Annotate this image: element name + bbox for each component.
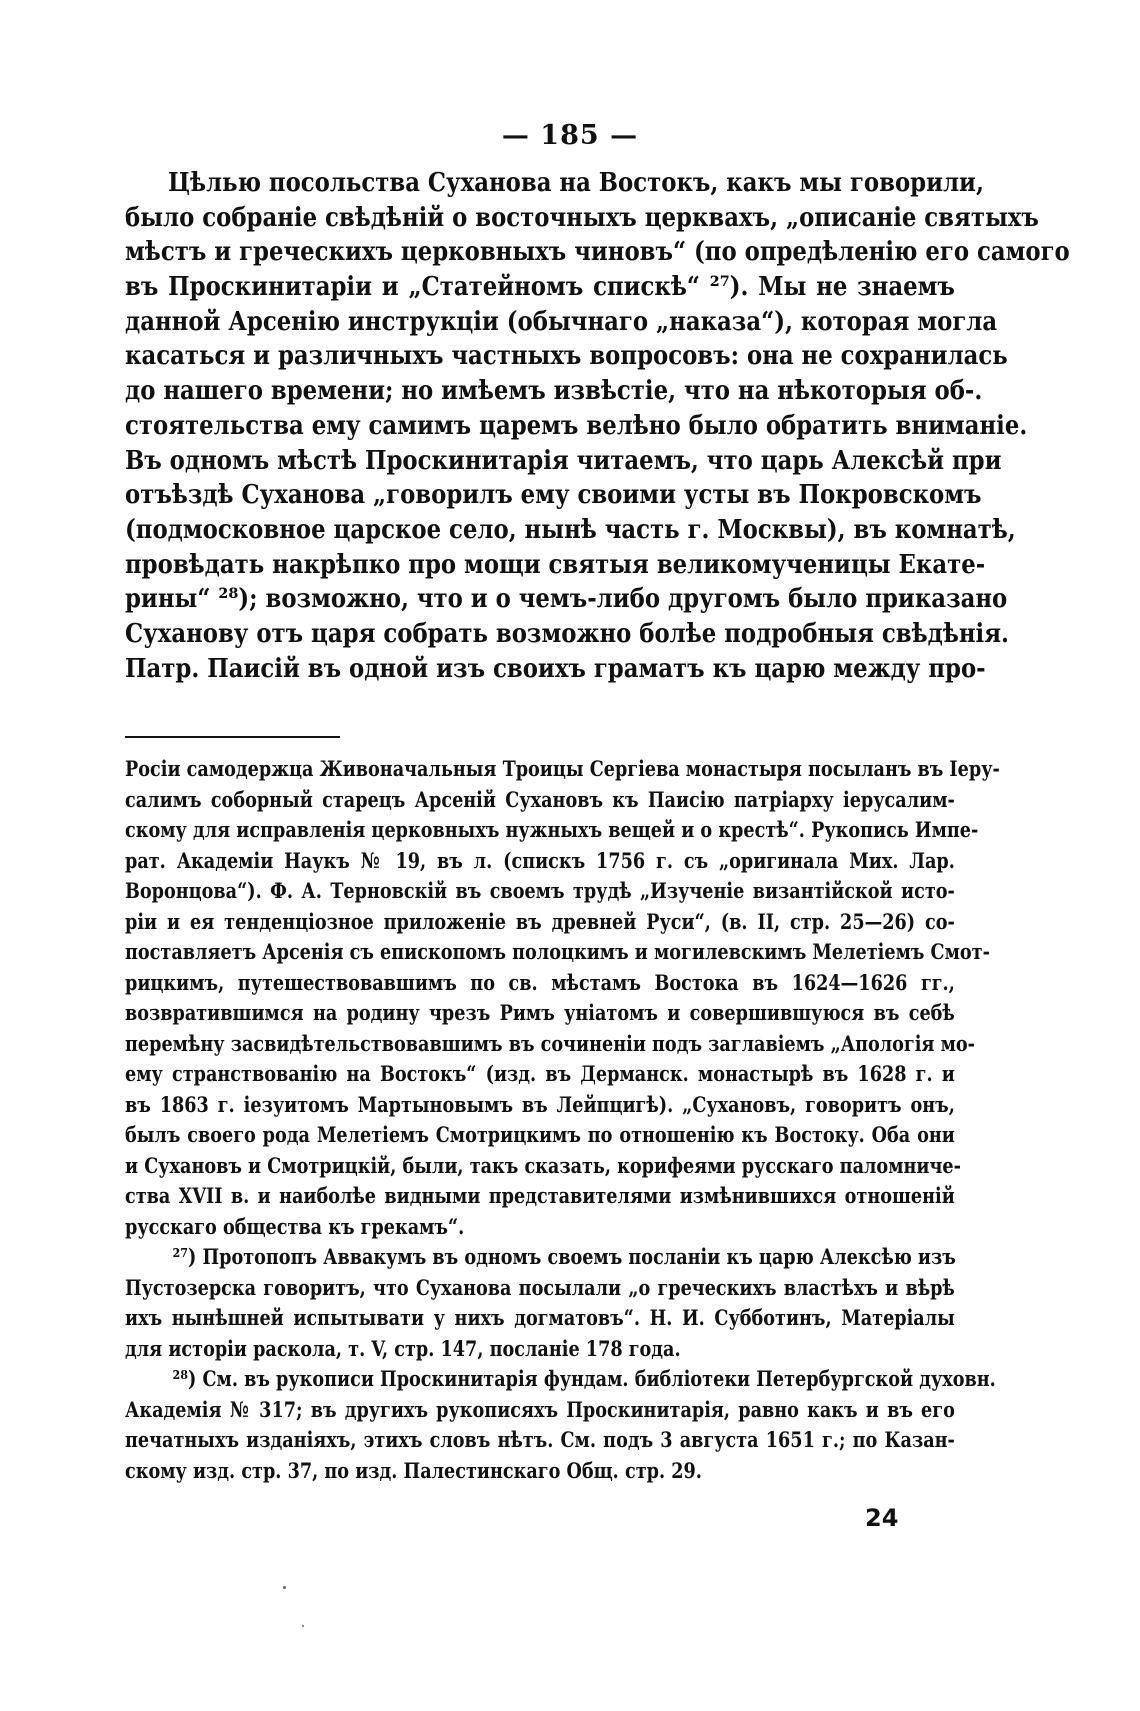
paper-speck <box>283 1586 286 1589</box>
footnote-line: и Сухановъ и Смотрицкій, были, такъ сказать, корифеями русскаго паломниче- <box>125 1153 961 1179</box>
footnote-27-line: для исторіи раскола, т. V, стр. 147, посланіе 178 года. <box>125 1336 681 1362</box>
footnote-27-line: ²⁷) Протопопъ Аввакумъ въ одномъ своемъ посланіи къ царю Алексѣю изъ <box>172 1245 956 1270</box>
main-line: Патр. Паисій въ одной изъ своихъ граматъ къ царю между про- <box>125 652 986 684</box>
footnote-28-line: скому изд. стр. 37, по изд. Палестинскаго Общ. стр. 29. <box>125 1458 702 1484</box>
footnote-line: салимъ соборный старецъ Арсеній Сухановъ къ Паисію патріарху іерусалим- <box>125 787 955 813</box>
footnote-line: былъ своего рода Мелетіемъ Смотрицкимъ по отношенію къ Востоку. Оба они <box>125 1123 955 1148</box>
footnote-separator <box>125 736 340 738</box>
main-line: рины“ ²⁸); возможно, что и о чемъ-либо другомъ было приказано <box>125 583 1008 615</box>
main-line: (подмосковное царское село, нынѣ часть г. Москвы), въ комнатѣ, <box>125 513 1016 545</box>
main-line: стоятельства ему самимъ царемъ велѣно было обратить вниманіе. <box>125 409 1028 441</box>
main-line: Въ одномъ мѣстѣ Проскинитарія читаемъ, что царь Алексѣй при <box>125 444 1002 476</box>
main-line: отъѣздѣ Суханова „говорилъ ему своими усты въ Покровскомъ <box>125 479 982 511</box>
footnote-line: рат. Академіи Наукъ № 19, въ л. (спискъ 1756 г. съ „оригинала Мих. Лар. <box>125 848 955 874</box>
footnote-line: ріи и ея тенденціозное приложеніе въ древней Руси“, (в. II, стр. 25—26) со- <box>125 909 955 935</box>
footnote-line: ему странствованію на Востокъ“ (изд. въ Дерманск. монастырѣ въ 1628 г. и <box>125 1062 955 1087</box>
main-line: въ Проскинитаріи и „Статейномъ спискѣ“ ²⁷). Мы не знаемъ <box>125 271 955 303</box>
main-line: мѣстъ и греческихъ церковныхъ чиновъ“ (по опредѣленію его самого <box>125 236 1070 268</box>
footnote-line: скому для исправленія церковныхъ нужныхъ вещей и о крестѣ“. Рукопись Импе- <box>125 818 979 843</box>
footnote-27-line: Пустозерска говоритъ, что Суханова посылали „о греческихъ властѣхъ и вѣрѣ <box>125 1275 955 1301</box>
footnote-28-line: Академія № 317; въ другихъ рукописяхъ Проскинитарія, равно какъ и въ его <box>125 1397 955 1423</box>
main-line: Суханову отъ царя собрать возможно болѣе подробныя свѣдѣнія. <box>125 617 1009 649</box>
footnote-line: русскаго общества къ грекамъ“. <box>125 1214 465 1240</box>
main-line: касаться и различныхъ частныхъ вопросовъ: она не сохранилась <box>125 340 1008 372</box>
footnote-line: поставляетъ Арсенія съ епископомъ полоцкимъ и могилевскимъ Мелетіемъ Смот- <box>125 940 990 965</box>
footnote-line: въ 1863 г. іезуитомъ Мартыновымъ въ Лейпцигѣ). „Сухановъ, говоритъ онъ, <box>125 1092 955 1118</box>
main-line: провѣдать накрѣпко про мощи святыя великомученицы Екате- <box>125 548 986 580</box>
footnote-line: перемѣну засвидѣтельствовавшимъ въ сочиненіи подъ заглавіемъ „Апологія мо- <box>125 1031 975 1057</box>
footnote-line: возвратившимся на родину чрезъ Римъ уніатомъ и совершившуюся въ себѣ <box>125 1001 955 1026</box>
page-number: — 185 — <box>501 120 639 151</box>
footnotes <box>125 755 1000 1487</box>
footnote-line: ства XVII в. и наиболѣе видными представителями измѣнившихся отношеній <box>125 1184 955 1209</box>
footnote-line: рицкимъ, путешествовавшимъ по св. мѣстамъ Востока въ 1624—1626 гг., <box>125 970 955 996</box>
signature-mark: 24 <box>865 1504 899 1532</box>
paper-speck <box>302 1625 304 1627</box>
footnote-28-line: ²⁸) См. въ рукописи Проскинитарія фундам. библіотеки Петербургской духовн. <box>172 1367 996 1392</box>
footnote-line: Росіи самодержца Живоначальныя Троицы Сергіева монастыря посыланъ въ Іеру- <box>125 757 1000 782</box>
main-line: данной Арсенію инструкціи (обычнаго „наказа“), которая могла <box>125 305 998 337</box>
footnote-28-line: печатныхъ изданіяхъ, этихъ словъ нѣтъ. См. подъ 3 августа 1651 г.; по Казан- <box>125 1428 955 1453</box>
main-line: Цѣлью посольства Суханова на Востокъ, какъ мы говорили, <box>168 167 984 198</box>
main-line: до нашего времени; но имѣемъ извѣстіе, что на нѣкоторыя об-. <box>125 375 983 407</box>
main-text <box>125 166 1070 686</box>
footnote-line: Воронцова“). Ф. А. Терновскій въ своемъ трудѣ „Изученіе византійской исто- <box>125 879 955 904</box>
main-line: было собраніе свѣдѣній о восточныхъ церквахъ, „описаніе святыхъ <box>125 201 1039 233</box>
footnote-27-line: ихъ нынѣшней испытывати у нихъ догматовъ“. Н. И. Субботинъ, Матеріалы <box>125 1306 955 1331</box>
